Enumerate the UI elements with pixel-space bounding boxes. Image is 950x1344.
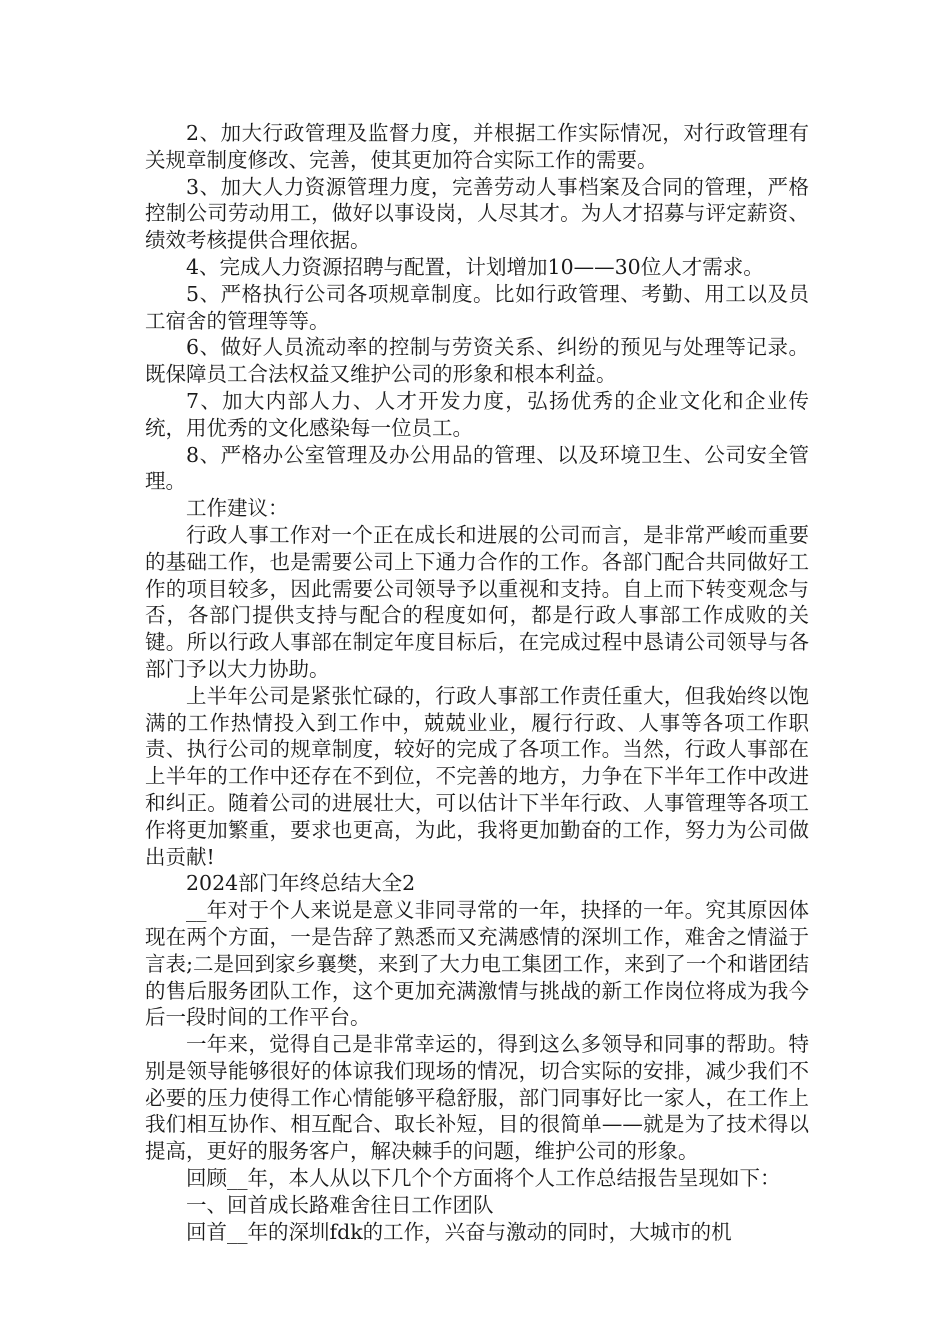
document-body [145,120,809,1245]
paragraph-review-intro: 回顾__年，本人从以下几个个方面将个人工作总结报告呈现如下： [186,1166,781,1191]
section-heading-growth: 一、回首成长路难舍往日工作团队 [186,1192,494,1217]
paragraph-item-4: 4、完成人力资源招聘与配置，计划增加10——30位人才需求。 [186,254,764,279]
paragraph-year-intro: __年对于个人来说是意义非同寻常的一年，抉择的一年。究其原因体现在两个方面，一是告辞了熟悉而又充满感情的深圳工作，难舍之情溢于言表;二是回到家乡襄樊，来到了大力电工集团工作，来到了一个和谐团结的售后服务团队工作，这个更加充满激情与挑战的新工作岗位将成为我今后一段时间的工作平台。 [145,898,809,1030]
paragraph-thanks: 一年来，觉得自己是非常幸运的，得到这么多领导和同事的帮助。特别是领导能够很好的体谅我们现场的情况，切合实际的安排，减少我们不必要的压力使得工作心情能够平稳舒服，部门同事好比一家人，在工作上我们相互协作、相互配合、取长补短，目的很简单——就是为了技术得以提高，更好的服务客户，解决棘手的问题，维护公司的形象。 [145,1032,809,1164]
section-heading-suggestions: 工作建议： [186,496,289,521]
paragraph-item-3: 3、加大人力资源管理力度，完善劳动人事档案及合同的管理，严格控制公司劳动用工，做好以事设岗，人尽其才。为人才招募与评定薪资、绩效考核提供合理依据。 [145,174,809,253]
paragraph-shenzhen: 回首__年的深圳fdk的工作，兴奋与激动的同时，大城市的机 [186,1219,732,1244]
section-title-summary-2: 2024部门年终总结大全2 [186,871,416,896]
paragraph-item-6: 6、做好人员流动率的控制与劳资关系、纠纷的预见与处理等记录。既保障员工合法权益又维护公司的形象和根本利益。 [145,335,809,387]
paragraph-half-year-summary: 上半年公司是紧张忙碌的，行政人事部工作责任重大，但我始终以饱满的工作热情投入到工作中，兢兢业业，履行行政、人事等各项工作职责、执行公司的规章制度，较好的完成了各项工作。当然，行政人事部在上半年的工作中还存在不到位，不完善的地方，力争在下半年工作中改进和纠正。随着公司的进展壮大，可以估计下半年行政、人事管理等各项工作将更加繁重，要求也更高，为此，我将更加勤奋的工作，努力为公司做出贡献! [145,683,809,869]
paragraph-item-7: 7、加大内部人力、人才开发力度，弘扬优秀的企业文化和企业传统，用优秀的文化感染每一位员工。 [145,388,809,440]
paragraph-suggestions: 行政人事工作对一个正在成长和进展的公司而言，是非常严峻而重要的基础工作，也是需要公司上下通力合作的工作。各部门配合共同做好工作的项目较多，因此需要公司领导予以重视和支持。自上而下转变观念与否，各部门提供支持与配合的程度如何，都是行政人事部工作成败的关键。所以行政人事部在制定年度目标后，在完成过程中恳请公司领导与各部门予以大力协助。 [145,522,809,681]
paragraph-item-8: 8、严格办公室管理及办公用品的管理、以及环境卫生、公司安全管理。 [145,442,809,494]
paragraph-item-2: 2、加大行政管理及监督力度，并根据工作实际情况，对行政管理有关规章制度修改、完善，使其更加符合实际工作的需要。 [145,121,809,172]
paragraph-item-5: 5、严格执行公司各项规章制度。比如行政管理、考勤、用工以及员工宿舍的管理等等。 [145,281,809,333]
